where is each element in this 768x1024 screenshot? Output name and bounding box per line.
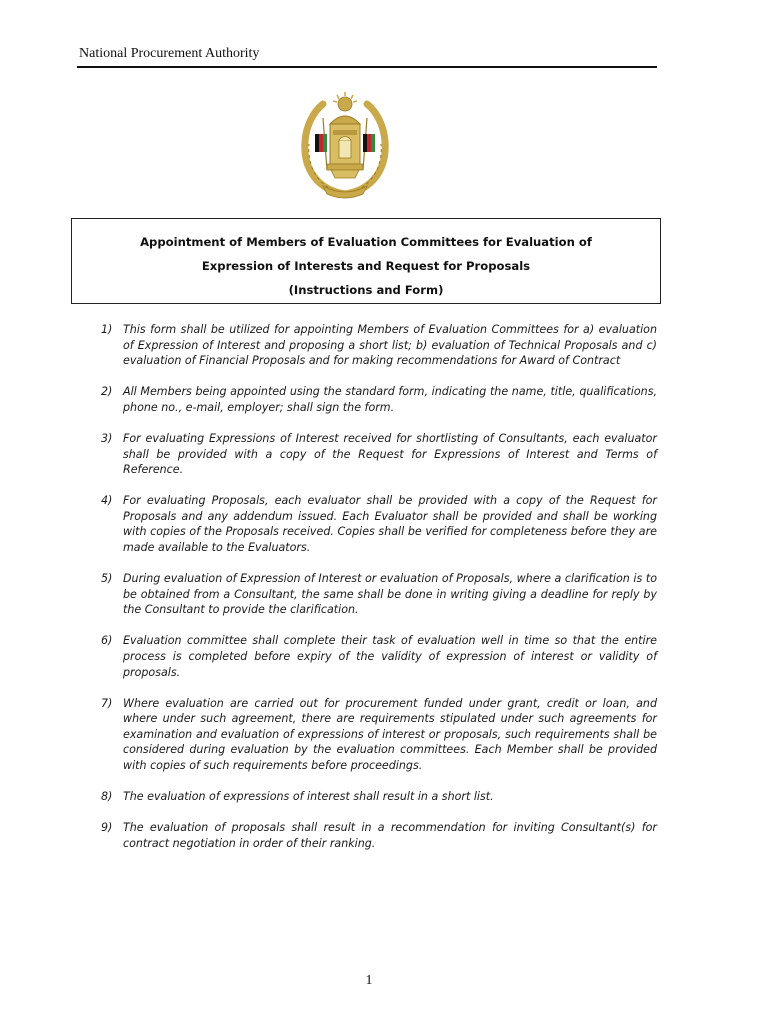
item-text: Evaluation committee shall complete their task of evaluation well in time so that the entire process is completed before expiry of the validity of expression of interest or validity of proposals.: [123, 634, 657, 679]
item-number: 9): [101, 821, 113, 835]
instruction-item: [95, 820, 657, 851]
title-line-2: Expression of Interests and Request for Proposals: [201, 259, 531, 273]
item-text: For evaluating Expressions of Interest received for shortlisting of Consultants, each evaluator shall be provided with a copy of the Request for Expressions of Interest and Terms of Reference.: [123, 431, 657, 477]
header-rule: [77, 66, 657, 68]
item-text: For evaluating Proposals, each evaluator shall be provided with a copy of the Request for Proposals and any addendum issued. Each Evaluator shall be provided and shall be working with copies of the Proposals received. Copies shall be verified for completeness before they are made available to the Evaluators.: [123, 494, 657, 555]
item-text: All Members being appointed using the standard form, indicating the name, title, qualifications, phone no., e-mail, employer; shall sign the form.: [123, 385, 657, 414]
item-text: The evaluation of proposals shall result in a recommendation for inviting Consultant(s) for contract negotiation in order of their ranking.: [123, 821, 657, 850]
item-number: 5): [101, 572, 113, 586]
item-text: The evaluation of expressions of interest shall result in a short list.: [123, 790, 494, 804]
item-text: Where evaluation are carried out for procurement funded under grant, credit or loan, and where under such agreement, there are requirements stipulated under such agreements for examination and evaluation of expressions of interest or proposals, such requirements shall be considered during evaluation by the evaluation committees. Each Member shall be provided with copies of such requirements before proceedings.: [123, 696, 657, 773]
item-number: 8): [101, 790, 113, 804]
item-number: 2): [101, 385, 113, 399]
instruction-list: [95, 322, 657, 867]
running-header: National Procurement Authority: [79, 46, 260, 61]
item-number: 6): [101, 634, 113, 648]
instruction-item: [95, 571, 657, 618]
item-number: 4): [101, 494, 113, 508]
instruction-item: [95, 493, 657, 555]
instruction-item: [95, 789, 657, 805]
title-line-3: (Instructions and Form): [288, 283, 444, 297]
item-text: This form shall be utilized for appointing Members of Evaluation Committees for a) evaluation of Expression of Interest and proposing a short list; b) evaluation of Technical Proposals and c) evaluation of Financial Proposals and for making recommendations for Award of Contract: [123, 323, 657, 368]
instruction-item: [95, 633, 657, 680]
instruction-item: [95, 384, 657, 415]
item-text: During evaluation of Expression of Interest or evaluation of Proposals, where a clarification is to be obtained from a Consultant, the same shall be done in writing giving a deadline for reply by the Consultant to provide the clarification.: [123, 572, 657, 617]
page-number: 1: [365, 973, 373, 988]
item-number: 7): [101, 696, 113, 710]
instruction-item: [95, 431, 657, 478]
title-line-1: Appointment of Members of Evaluation Committees for Evaluation of: [140, 235, 592, 249]
item-number: 1): [101, 323, 113, 336]
item-number: 3): [101, 431, 113, 445]
instruction-item: [95, 322, 657, 369]
title-box: [71, 218, 661, 304]
national-emblem-icon: [297, 90, 393, 202]
instruction-item: [95, 696, 657, 774]
